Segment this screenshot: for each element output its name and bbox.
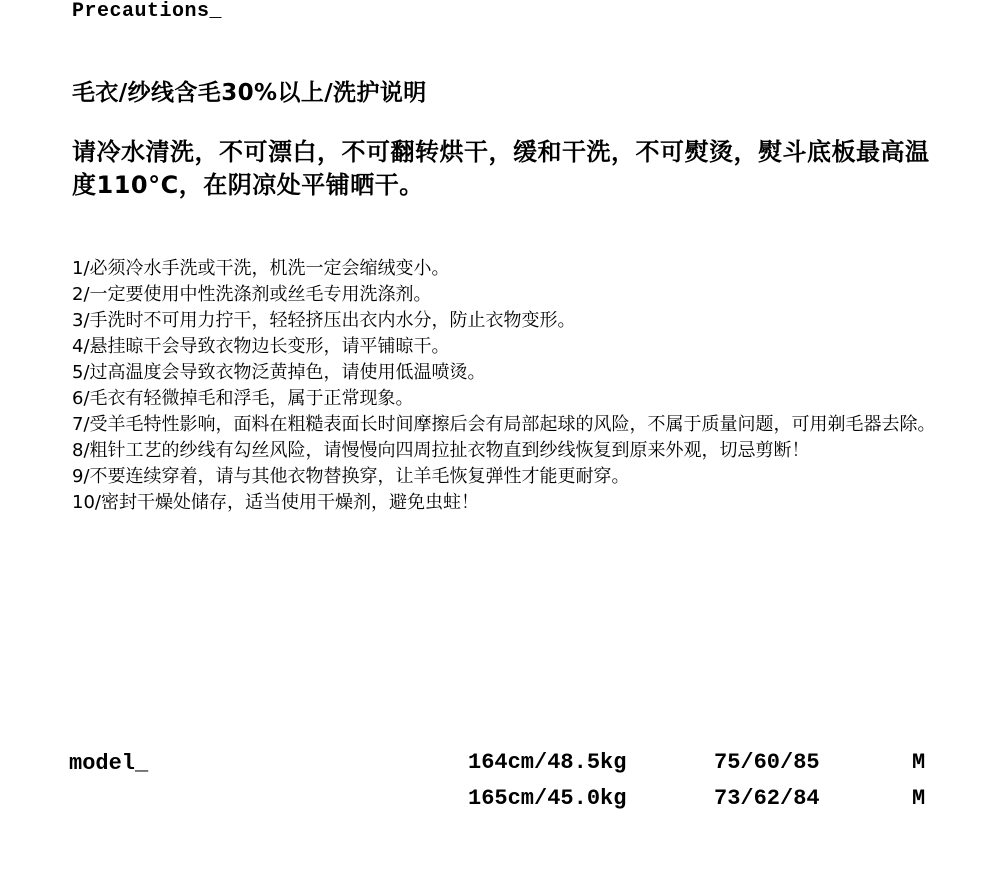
care-note: 5/过高温度会导致衣物泛黄掉色，请使用低温喷烫。 [72,362,486,383]
model-size: M [912,786,926,811]
care-note: 2/一定要使用中性洗涤剂或丝毛专用洗涤剂。 [72,284,432,305]
model-height-weight: 165cm/45.0kg [468,786,627,811]
model-info-row [0,749,1000,777]
model-measurements: 75/60/85 [714,750,820,775]
model-label: model_ [69,751,149,776]
model-size: M [912,750,926,775]
product-care-title: 毛衣/纱线含毛30%以上/洗护说明 [72,80,427,106]
care-note: 3/手洗时不可用力拧干，轻轻挤压出衣内水分，防止衣物变形。 [72,310,576,331]
care-note: 4/悬挂晾干会导致衣物边长变形，请平铺晾干。 [72,336,450,357]
model-info-row [0,785,1000,813]
care-notes-list [72,256,940,516]
model-height-weight: 164cm/48.5kg [468,750,627,775]
care-note: 10/密封干燥处储存，适当使用干燥剂，避免虫蛀！ [72,492,479,513]
care-summary: 请冷水清洗，不可漂白，不可翻转烘干，缓和干洗，不可熨烫，熨斗底板最高温度110°C，在阴凉处平铺晒干。 [72,138,930,199]
care-note: 9/不要连续穿着，请与其他衣物替换穿，让羊毛恢复弹性才能更耐穿。 [72,466,630,487]
section-heading: Precautions_ [72,0,223,23]
care-note: 6/毛衣有轻微掉毛和浮毛，属于正常现象。 [72,388,414,409]
care-note: 1/必须冷水手洗或干洗，机洗一定会缩绒变小。 [72,258,450,279]
care-note: 8/粗针工艺的纱线有勾丝风险，请慢慢向四周拉扯衣物直到纱线恢复到原来外观，切忌剪断！ [72,440,810,461]
model-measurements: 73/62/84 [714,786,820,811]
care-note: 7/受羊毛特性影响，面料在粗糙表面长时间摩擦后会有局部起球的风险，不属于质量问题，可用剃毛器去除。 [72,414,936,435]
